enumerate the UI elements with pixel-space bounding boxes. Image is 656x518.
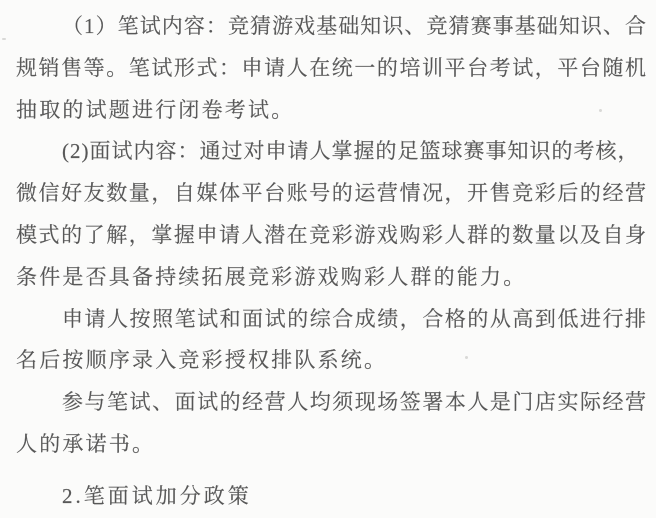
scan-speck <box>465 356 468 359</box>
scan-speck <box>599 109 602 112</box>
text-line: (2)面试内容：通过对申请人掌握的足篮球赛事知识的考核， <box>62 139 640 164</box>
paragraph-commitment-letter <box>16 382 646 466</box>
paragraph-ranking-rule <box>16 299 646 383</box>
section-heading-bonus-policy <box>16 476 646 518</box>
text-line: 微信好友数量，自媒体平台账号的运营情况，开售竞彩后的经营 <box>16 181 646 206</box>
text-line: 条件是否具备持续拓展竞彩游戏购彩人群的能力。 <box>16 264 527 289</box>
text-line: （1）笔试内容：竞猜游戏基础知识、竞猜赛事基础知识、合 <box>62 14 646 38</box>
text-line: 申请人按照笔试和面试的综合成绩，合格的从高到低进行排 <box>62 306 646 331</box>
paragraph-interview-content <box>16 131 646 298</box>
heading-text-line: 2.笔面试加分政策 <box>62 483 252 508</box>
text-line: 抽取的试题进行闭卷考试。 <box>16 97 295 122</box>
scan-speck <box>2 38 6 40</box>
text-line: 规销售等。笔试形式：申请人在统一的培训平台考试，平台随机 <box>16 55 646 80</box>
text-line: 人的承诺书。 <box>16 431 156 456</box>
text-line: 参与笔试、面试的经营人均须现场签署本人是门店实际经营 <box>62 390 646 415</box>
text-line: 模式的了解，掌握申请人潜在竞彩游戏购彩人群的数量以及自身 <box>16 222 646 247</box>
text-line: 名后按顺序录入竞彩授权排队系统。 <box>16 348 388 373</box>
paragraph-written-test-content <box>16 6 646 131</box>
